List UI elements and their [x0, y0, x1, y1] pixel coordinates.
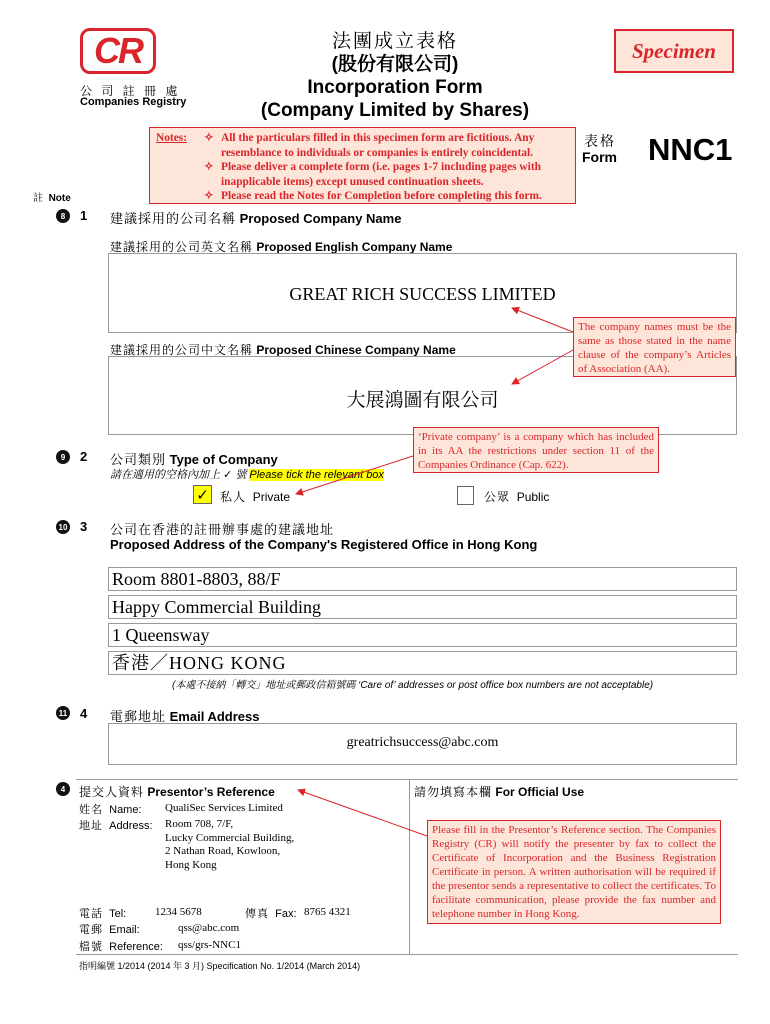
tick-instruction: 請在適用的空格內加上 ✓ 號 Please tick the relevant box: [110, 469, 384, 481]
address-label: 地址 Address:: [79, 820, 153, 832]
presentor-email-label: 電郵 Email:: [79, 924, 140, 936]
presentor-address: Room 708, 7/F, Lucky Commercial Building, 2 Nathan Road, Kowloon, Hong Kong: [165, 818, 295, 871]
note-ref-11: 11: [56, 706, 70, 720]
chinese-name-value: 大展鴻圖有限公司: [346, 390, 499, 411]
private-option-label: 私人 Private: [220, 490, 291, 504]
english-name-value: GREAT RICH SUCCESS LIMITED: [289, 284, 556, 304]
note-column-en: Note: [48, 193, 71, 204]
title-cn: 法團成立表格: [331, 31, 458, 52]
note-ref-8: 8: [56, 209, 70, 223]
address-line-3[interactable]: 1 Queensway: [108, 623, 737, 647]
address-footnote: (本處不接納「轉交」地址或郵政信箱號碼 ‘Care of’ addresses or post office box numbers are not acceptable): [172, 680, 654, 691]
subtitle-en: (Company Limited by Shares): [260, 100, 530, 121]
note-column-cn: 註: [33, 193, 43, 204]
note-ref-9: 9: [56, 450, 70, 464]
note-item: ✧ All the particulars filled in this specimen form are fictitious. Any resemblance to individuals or companies is entirely coincidental.: [204, 131, 569, 160]
private-company-callout: ‘Private company’ is a company which has included in its AA the restrictions under section 11 of the Companies Ordinance (Cap. 622).: [413, 427, 659, 473]
presentor-callout: Please fill in the Presentor’s Reference section. The Companies Registry (CR) will notify the presenter by fax to collect the Certificate of Incorporation and the Business Registration Certificate in person. A written authorisation will be required if the presentor sends a representative to collect the certificates. To facilitate communication, please provide the fax number and telephone number in Hong Kong.: [427, 820, 721, 924]
note-item: ✧ Please read the Notes for Completion before completing this form.: [204, 189, 569, 204]
form-label-cn: 表格: [584, 133, 616, 149]
reference-value: qss/grs-NNC1: [178, 939, 241, 951]
subtitle-cn: (股份有限公司): [331, 54, 459, 75]
name-value: QualiSec Services Limited: [165, 802, 283, 814]
tick-instruction-en: Please tick the relevant box: [249, 469, 384, 481]
private-checkbox[interactable]: ✓: [193, 485, 212, 504]
section4-label: 電郵地址 Email Address: [110, 709, 260, 724]
section3-label-en: Proposed Address of the Company's Registered Office in Hong Kong: [110, 537, 538, 552]
note-ref-4: 4: [56, 782, 70, 796]
name-label: 姓名 Name:: [79, 804, 142, 816]
section2-label: 公司類別 Type of Company: [110, 452, 278, 467]
tel-value: 1234 5678: [155, 906, 202, 918]
note-item: ✧ Please deliver a complete form (i.e. pages 1-7 including pages with inapplicable items) except unused continuation sheets.: [204, 160, 569, 189]
address-line-2[interactable]: Happy Commercial Building: [108, 595, 737, 619]
presentor-email-value: qss@abc.com: [178, 922, 240, 934]
note-ref-10: 10: [56, 520, 70, 534]
public-option-label: 公眾 Public: [484, 490, 550, 504]
address-line-1[interactable]: Room 8801-8803, 88/F: [108, 567, 737, 591]
section-number: 4: [80, 706, 88, 721]
registry-name-cn: 公 司 註 冊 處: [80, 84, 181, 98]
reference-label: 檔號 Reference:: [79, 941, 163, 953]
notes-label: Notes:: [156, 132, 187, 144]
tel-label: 電話 Tel:: [79, 908, 127, 920]
section-number: 1: [80, 208, 88, 223]
english-name-label: 建議採用的公司英文名稱 Proposed English Company Name: [110, 240, 453, 254]
fax-value: 8765 4321: [304, 906, 351, 918]
company-name-callout: The company names must be the same as those stated in the name clause of the company’s Articles of Association (AA).: [573, 317, 736, 377]
email-value: greatrichsuccess@abc.com: [346, 735, 499, 750]
cr-logo: CR: [80, 28, 156, 74]
footer-specification: 指明編號 1/2014 (2014 年 3 月) Specification No. 1/2014 (March 2014): [79, 961, 361, 971]
form-label-en: Form: [582, 149, 617, 165]
arrow-to-private: [296, 456, 413, 494]
arrow-to-presentor: [298, 790, 427, 836]
section1-label: 建議採用的公司名稱 Proposed Company Name: [110, 211, 402, 226]
form-code: NNC1: [648, 132, 733, 167]
chinese-name-label: 建議採用的公司中文名稱 Proposed Chinese Company Name: [110, 343, 456, 357]
registry-name-en: Companies Registry: [80, 96, 187, 108]
specimen-stamp: Specimen: [614, 29, 734, 73]
arrow-to-chinese-name: [512, 350, 573, 384]
fax-label: 傳真 Fax:: [245, 908, 297, 920]
official-use-label: 請勿填寫本欄 For Official Use: [414, 785, 585, 799]
section-number: 3: [80, 519, 88, 534]
section-number: 2: [80, 449, 88, 464]
title-en: Incorporation Form: [307, 77, 483, 98]
address-line-4[interactable]: 香港／HONG KONG: [108, 651, 737, 675]
arrow-to-english-name: [512, 308, 573, 332]
section3-label-cn: 公司在香港的註冊辦事處的建議地址: [110, 522, 335, 537]
presentor-label: 提交人資料 Presentor’s Reference: [79, 785, 275, 799]
